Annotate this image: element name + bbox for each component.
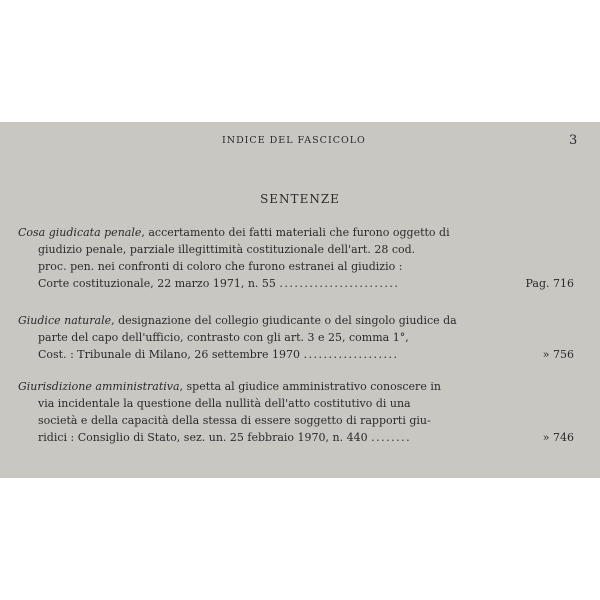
index-entry — [18, 378, 578, 446]
entry-text: Cost. : Tribunale di Milano, 26 settembre 1970 — [38, 348, 301, 361]
entry-text: ridici : Consiglio di Stato, sez. un. 25 febbraio 1970, n. 440 — [38, 431, 368, 444]
entry-line — [18, 346, 578, 363]
entry-text: Corte costituzionale, 22 marzo 1971, n. 55 — [38, 277, 276, 290]
entry-lead: Cosa giudicata penale — [18, 226, 142, 239]
entry-line — [18, 312, 578, 329]
leader-dots: ........................ — [279, 277, 400, 290]
entry-line — [18, 429, 578, 446]
entry-lead: Giurisdizione amministrativa — [18, 380, 180, 393]
page-reference: Pag. 716 — [525, 277, 574, 290]
entry-text: , designazione del collegio giudicante o del singolo giudice da — [111, 314, 457, 327]
entry-text: , accertamento dei fatti materiali che furono oggetto di — [141, 226, 450, 239]
entry-text: , spetta al giudice amministrativo conoscere in — [179, 380, 441, 393]
document-page — [0, 122, 600, 478]
index-entry — [18, 224, 578, 292]
section-title: SENTENZE — [260, 192, 340, 206]
index-entry — [18, 312, 578, 363]
leader-dots: ................... — [303, 348, 399, 361]
page-reference: » 746 — [542, 431, 574, 444]
running-title: INDICE DEL FASCICOLO — [222, 135, 366, 146]
page-reference: » 756 — [542, 348, 574, 361]
entry-line — [18, 275, 578, 292]
entry-line: parte del capo dell'ufficio, contrasto con gli art. 3 e 25, comma 1°, — [38, 331, 409, 344]
page-number: 3 — [569, 133, 578, 148]
entry-line: via incidentale la questione della nullità dell'atto costitutivo di una — [38, 397, 411, 410]
entry-line: proc. pen. nei confronti di coloro che furono estranei al giudizio : — [38, 260, 403, 273]
entry-line — [18, 378, 578, 395]
entry-lead: Giudice naturale — [18, 314, 112, 327]
leader-dots: ........ — [371, 431, 412, 444]
entry-line — [18, 224, 578, 241]
entry-line: società e della capacità della stessa di essere soggetto di rapporti giu- — [38, 414, 431, 427]
entry-line: giudizio penale, parziale illegittimità costituzionale dell'art. 28 cod. — [38, 243, 416, 256]
